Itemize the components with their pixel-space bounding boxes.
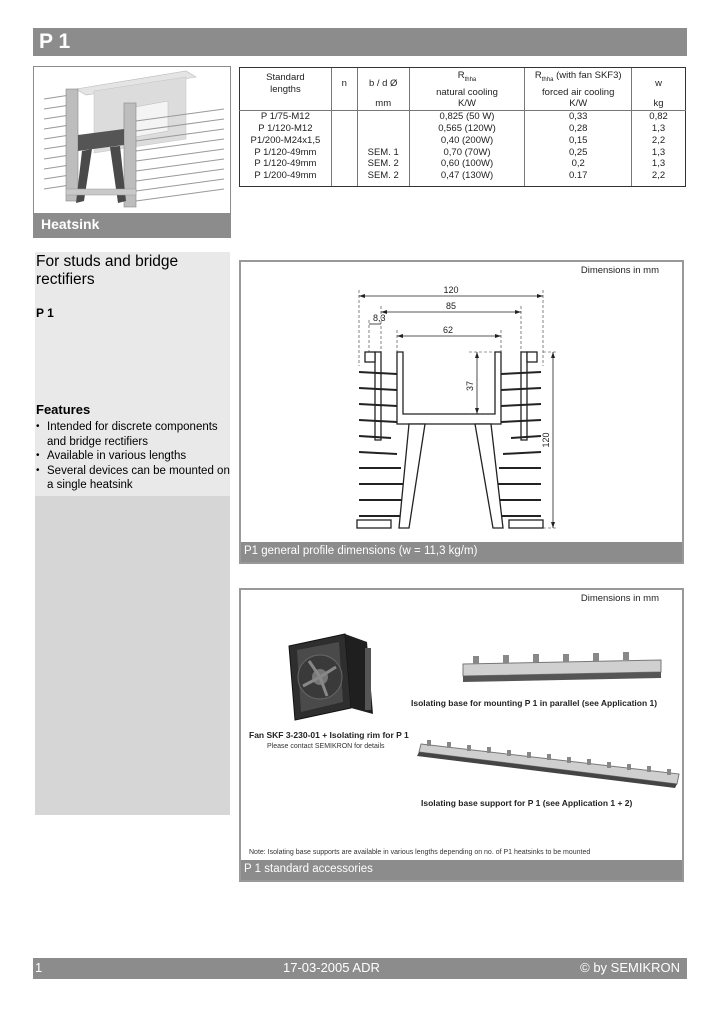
isolating-base-2-image [417,740,679,788]
unit-cell [240,98,332,110]
table-cell: 0.17 [525,170,632,186]
fan-label: Fan SKF 3-230-01 + Isolating rim for P 1 [249,730,409,740]
page-title: P 1 [39,30,71,53]
table-cell: 0,2 [525,158,632,170]
figure-caption-bar [241,542,682,562]
table-cell [331,111,357,123]
page-number: 1 [35,960,43,975]
fan-contact-note: Please contact SEMIKRON for details [267,743,385,750]
unit-cell: K/W [525,98,632,110]
product-image-box [33,66,231,238]
table-cell: 0,70 (70W) [409,147,525,159]
table-cell: 2,2 [632,135,686,147]
title-bar [33,28,687,56]
product-code: P 1 [36,306,54,320]
table-cell: SEM. 2 [357,158,409,170]
table-cell: P 1/120-M12 [240,123,332,135]
table-cell [331,135,357,147]
table-cell: 0,15 [525,135,632,147]
sidebar-panel [35,252,230,815]
table-cell: 0,60 (100W) [409,158,525,170]
table-cell: P 1/120-49mm [240,158,332,170]
table-cell: 0,82 [632,111,686,123]
table-cell: 0,28 [525,123,632,135]
footer-date: 17-03-2005 ADR [283,960,380,975]
table-cell: 0,25 [525,147,632,159]
dim-total-width: 120 [443,285,459,295]
table-cell: 1,3 [632,158,686,170]
table-cell: SEM. 1 [357,147,409,159]
table-cell: SEM. 2 [357,170,409,186]
accessories-footnote: Note: Isolating base supports are available in various lengths depending on no. of P1 heatsinks to be mounted [249,849,591,856]
product-label-bar [34,213,230,237]
table-cell: P 1/75-M12 [240,111,332,123]
isolating-base-2-label: Isolating base support for P 1 (see Application 1 + 2) [421,798,633,808]
table-cell: 0,40 (200W) [409,135,525,147]
table-cell: 0,825 (50 W) [409,111,525,123]
unit-cell: kg [632,98,686,110]
list-item: • Available in various lengths [36,449,230,464]
table-cell: 2,2 [632,170,686,186]
isolating-base-1-image [463,652,661,682]
dim-height: 120 [541,432,551,448]
table-cell: P1/200-M24x1,5 [240,135,332,147]
table-cell: 0,565 (120W) [409,123,525,135]
table-cell: P 1/120-49mm [240,147,332,159]
table-header-row [240,68,686,99]
table-row [240,123,686,135]
features-list [36,420,230,493]
product-label: Heatsink [41,216,100,232]
footer-copyright: © by SEMIKRON [580,960,680,975]
th-rth-forced: $R_{thha}$ (with fan SKF3) forced air cooling [525,68,632,99]
dimensions-note: Dimensions in mm [580,265,659,276]
table-cell [331,170,357,186]
table-cell [331,147,357,159]
table-cell [357,135,409,147]
table-row [240,135,686,147]
table-cell [331,158,357,170]
table-cell: 0,47 (130W) [409,170,525,186]
table-cell [357,111,409,123]
list-item: • Intended for discrete components and bridge rectifiers [36,420,230,449]
table-cell: P 1/200-49mm [240,170,332,186]
figure-caption: P 1 standard accessories [244,863,373,875]
table-unit-row [240,98,686,110]
figure-caption-bar [241,860,682,880]
th-n: n [331,68,357,99]
fan-image [289,634,373,720]
table-row [240,111,686,123]
list-item: • Several devices can be mounted on a single heatsink [36,464,230,493]
spec-table [239,67,686,187]
footer-bar [33,958,687,979]
heatsink-photo [36,69,228,213]
table-row [240,147,686,159]
dimensions-note: Dimensions in mm [580,593,659,604]
table-row [240,170,686,186]
profile-drawing [241,262,682,544]
table-cell: 1,3 [632,147,686,159]
unit-cell [331,98,357,110]
th-standard-lengths: Standard lengths [240,68,332,99]
isolating-base-1-label: Isolating base for mounting P 1 in parallel (see Application 1) [411,698,658,708]
unit-cell: K/W [409,98,525,110]
table-cell [331,123,357,135]
profile-dimensions-figure [239,260,684,564]
product-subtitle: For studs and bridge rectifiers [36,253,179,288]
unit-cell: mm [357,98,409,110]
dim-fin-gap: 8,3 [373,313,386,323]
dim-channel-width: 62 [442,325,454,335]
th-b-d: b / d Ø [357,68,409,99]
th-rth-natural: $R_{thha}$ natural cooling [409,68,525,99]
table-cell: 0,33 [525,111,632,123]
table-cell [357,123,409,135]
table-row [240,158,686,170]
figure-caption: P1 general profile dimensions (w = 11,3 kg/m) [244,545,478,557]
th-w: w [632,68,686,99]
accessories-figure [239,588,684,882]
accessories-drawing [241,590,682,862]
features-heading: Features [36,402,91,417]
table-cell: 1,3 [632,123,686,135]
dim-channel-depth: 37 [465,380,475,392]
dim-inner-width: 85 [445,301,457,311]
